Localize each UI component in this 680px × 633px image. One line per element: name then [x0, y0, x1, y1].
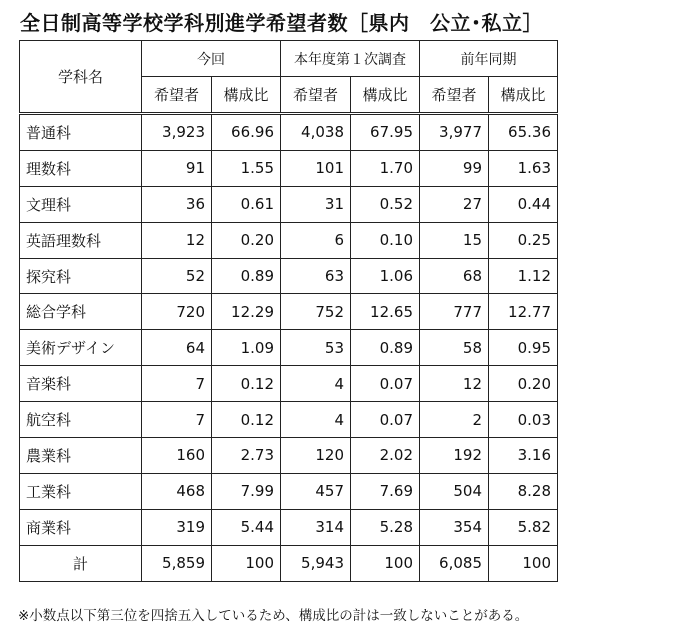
cell-applicants: 160: [142, 438, 212, 474]
cell-applicants: 4,038: [281, 114, 351, 151]
cell-ratio: 7.99: [212, 473, 281, 509]
header-ratio: 構成比: [489, 77, 558, 114]
cell-applicants: 12: [142, 222, 212, 258]
cell-ratio: 3.16: [489, 438, 558, 474]
cell-applicants: 4: [281, 402, 351, 438]
cell-ratio: 0.95: [489, 330, 558, 366]
cell-applicants: 36: [142, 186, 212, 222]
cell-applicants: 7: [142, 402, 212, 438]
cell-ratio: 5.44: [212, 509, 281, 545]
cell-applicants: 468: [142, 473, 212, 509]
cell-ratio: 65.36: [489, 114, 558, 151]
cell-ratio: 1.09: [212, 330, 281, 366]
cell-applicants: 101: [281, 150, 351, 186]
cell-ratio: 0.12: [212, 402, 281, 438]
cell-applicants: 58: [420, 330, 489, 366]
enrollment-table: [19, 40, 558, 582]
total-label: 計: [20, 545, 142, 581]
table-row: [20, 114, 558, 151]
table-row: [20, 509, 558, 545]
cell-ratio: 0.07: [351, 366, 420, 402]
row-category: 航空科: [20, 402, 142, 438]
cell-ratio: 0.12: [212, 366, 281, 402]
cell-ratio: 66.96: [212, 114, 281, 151]
cell-ratio: 0.20: [212, 222, 281, 258]
cell-ratio: 1.12: [489, 258, 558, 294]
cell-applicants: 120: [281, 438, 351, 474]
cell-ratio: 7.69: [351, 473, 420, 509]
header-ratio: 構成比: [351, 77, 420, 114]
header-applicants: 希望者: [420, 77, 489, 114]
row-category: 理数科: [20, 150, 142, 186]
cell-applicants: 12: [420, 366, 489, 402]
cell-ratio: 2.02: [351, 438, 420, 474]
cell-applicants: 27: [420, 186, 489, 222]
cell-ratio: 1.55: [212, 150, 281, 186]
cell-applicants: 52: [142, 258, 212, 294]
cell-applicants: 5,943: [281, 545, 351, 581]
cell-ratio: 0.20: [489, 366, 558, 402]
cell-applicants: 4: [281, 366, 351, 402]
cell-applicants: 15: [420, 222, 489, 258]
cell-ratio: 0.89: [351, 330, 420, 366]
cell-applicants: 777: [420, 294, 489, 330]
header-group-first-survey: 本年度第１次調査: [281, 41, 420, 77]
cell-applicants: 720: [142, 294, 212, 330]
table-row: [20, 402, 558, 438]
cell-ratio: 12.29: [212, 294, 281, 330]
row-category: 工業科: [20, 473, 142, 509]
row-category: 音楽科: [20, 366, 142, 402]
table-row: [20, 366, 558, 402]
cell-ratio: 5.82: [489, 509, 558, 545]
row-category: 総合学科: [20, 294, 142, 330]
total-row: [20, 545, 558, 581]
cell-applicants: 53: [281, 330, 351, 366]
table-title: 全日制高等学校学科別進学希望者数［県内 公立･私立］: [20, 11, 543, 35]
row-category: 文理科: [20, 186, 142, 222]
header-group-current: 今回: [142, 41, 281, 77]
table-row: [20, 186, 558, 222]
cell-ratio: 2.73: [212, 438, 281, 474]
cell-ratio: 100: [489, 545, 558, 581]
cell-applicants: 752: [281, 294, 351, 330]
cell-applicants: 31: [281, 186, 351, 222]
header-applicants: 希望者: [281, 77, 351, 114]
cell-ratio: 0.44: [489, 186, 558, 222]
cell-applicants: 7: [142, 366, 212, 402]
cell-applicants: 99: [420, 150, 489, 186]
table-row: [20, 258, 558, 294]
cell-applicants: 354: [420, 509, 489, 545]
footnote: ※小数点以下第三位を四捨五入しているため、構成比の計は一致しないことがある。: [18, 608, 529, 624]
row-category: 商業科: [20, 509, 142, 545]
cell-applicants: 319: [142, 509, 212, 545]
cell-ratio: 100: [212, 545, 281, 581]
cell-applicants: 314: [281, 509, 351, 545]
row-category: 探究科: [20, 258, 142, 294]
cell-ratio: 0.25: [489, 222, 558, 258]
row-category: 農業科: [20, 438, 142, 474]
cell-applicants: 2: [420, 402, 489, 438]
cell-ratio: 0.52: [351, 186, 420, 222]
header-ratio: 構成比: [212, 77, 281, 114]
cell-applicants: 6,085: [420, 545, 489, 581]
cell-applicants: 192: [420, 438, 489, 474]
cell-ratio: 12.65: [351, 294, 420, 330]
header-group-previous-year: 前年同期: [420, 41, 558, 77]
table-body: [20, 114, 558, 582]
cell-ratio: 1.06: [351, 258, 420, 294]
cell-ratio: 100: [351, 545, 420, 581]
table-row: [20, 438, 558, 474]
cell-ratio: 1.70: [351, 150, 420, 186]
cell-applicants: 3,923: [142, 114, 212, 151]
cell-ratio: 12.77: [489, 294, 558, 330]
cell-applicants: 64: [142, 330, 212, 366]
row-category: 英語理数科: [20, 222, 142, 258]
cell-ratio: 0.03: [489, 402, 558, 438]
cell-ratio: 67.95: [351, 114, 420, 151]
table-row: [20, 473, 558, 509]
row-category: 美術デザイン: [20, 330, 142, 366]
cell-ratio: 5.28: [351, 509, 420, 545]
header-applicants: 希望者: [142, 77, 212, 114]
cell-applicants: 504: [420, 473, 489, 509]
table-row: [20, 294, 558, 330]
cell-applicants: 68: [420, 258, 489, 294]
table-row: [20, 222, 558, 258]
cell-applicants: 6: [281, 222, 351, 258]
cell-applicants: 91: [142, 150, 212, 186]
cell-ratio: 0.89: [212, 258, 281, 294]
header-category: 学科名: [20, 41, 142, 114]
cell-ratio: 0.61: [212, 186, 281, 222]
row-category: 普通科: [20, 114, 142, 151]
table-row: [20, 330, 558, 366]
cell-ratio: 8.28: [489, 473, 558, 509]
cell-applicants: 5,859: [142, 545, 212, 581]
header-row-groups: [20, 41, 558, 77]
cell-ratio: 1.63: [489, 150, 558, 186]
cell-ratio: 0.10: [351, 222, 420, 258]
cell-applicants: 457: [281, 473, 351, 509]
cell-applicants: 63: [281, 258, 351, 294]
table-row: [20, 150, 558, 186]
cell-applicants: 3,977: [420, 114, 489, 151]
cell-ratio: 0.07: [351, 402, 420, 438]
